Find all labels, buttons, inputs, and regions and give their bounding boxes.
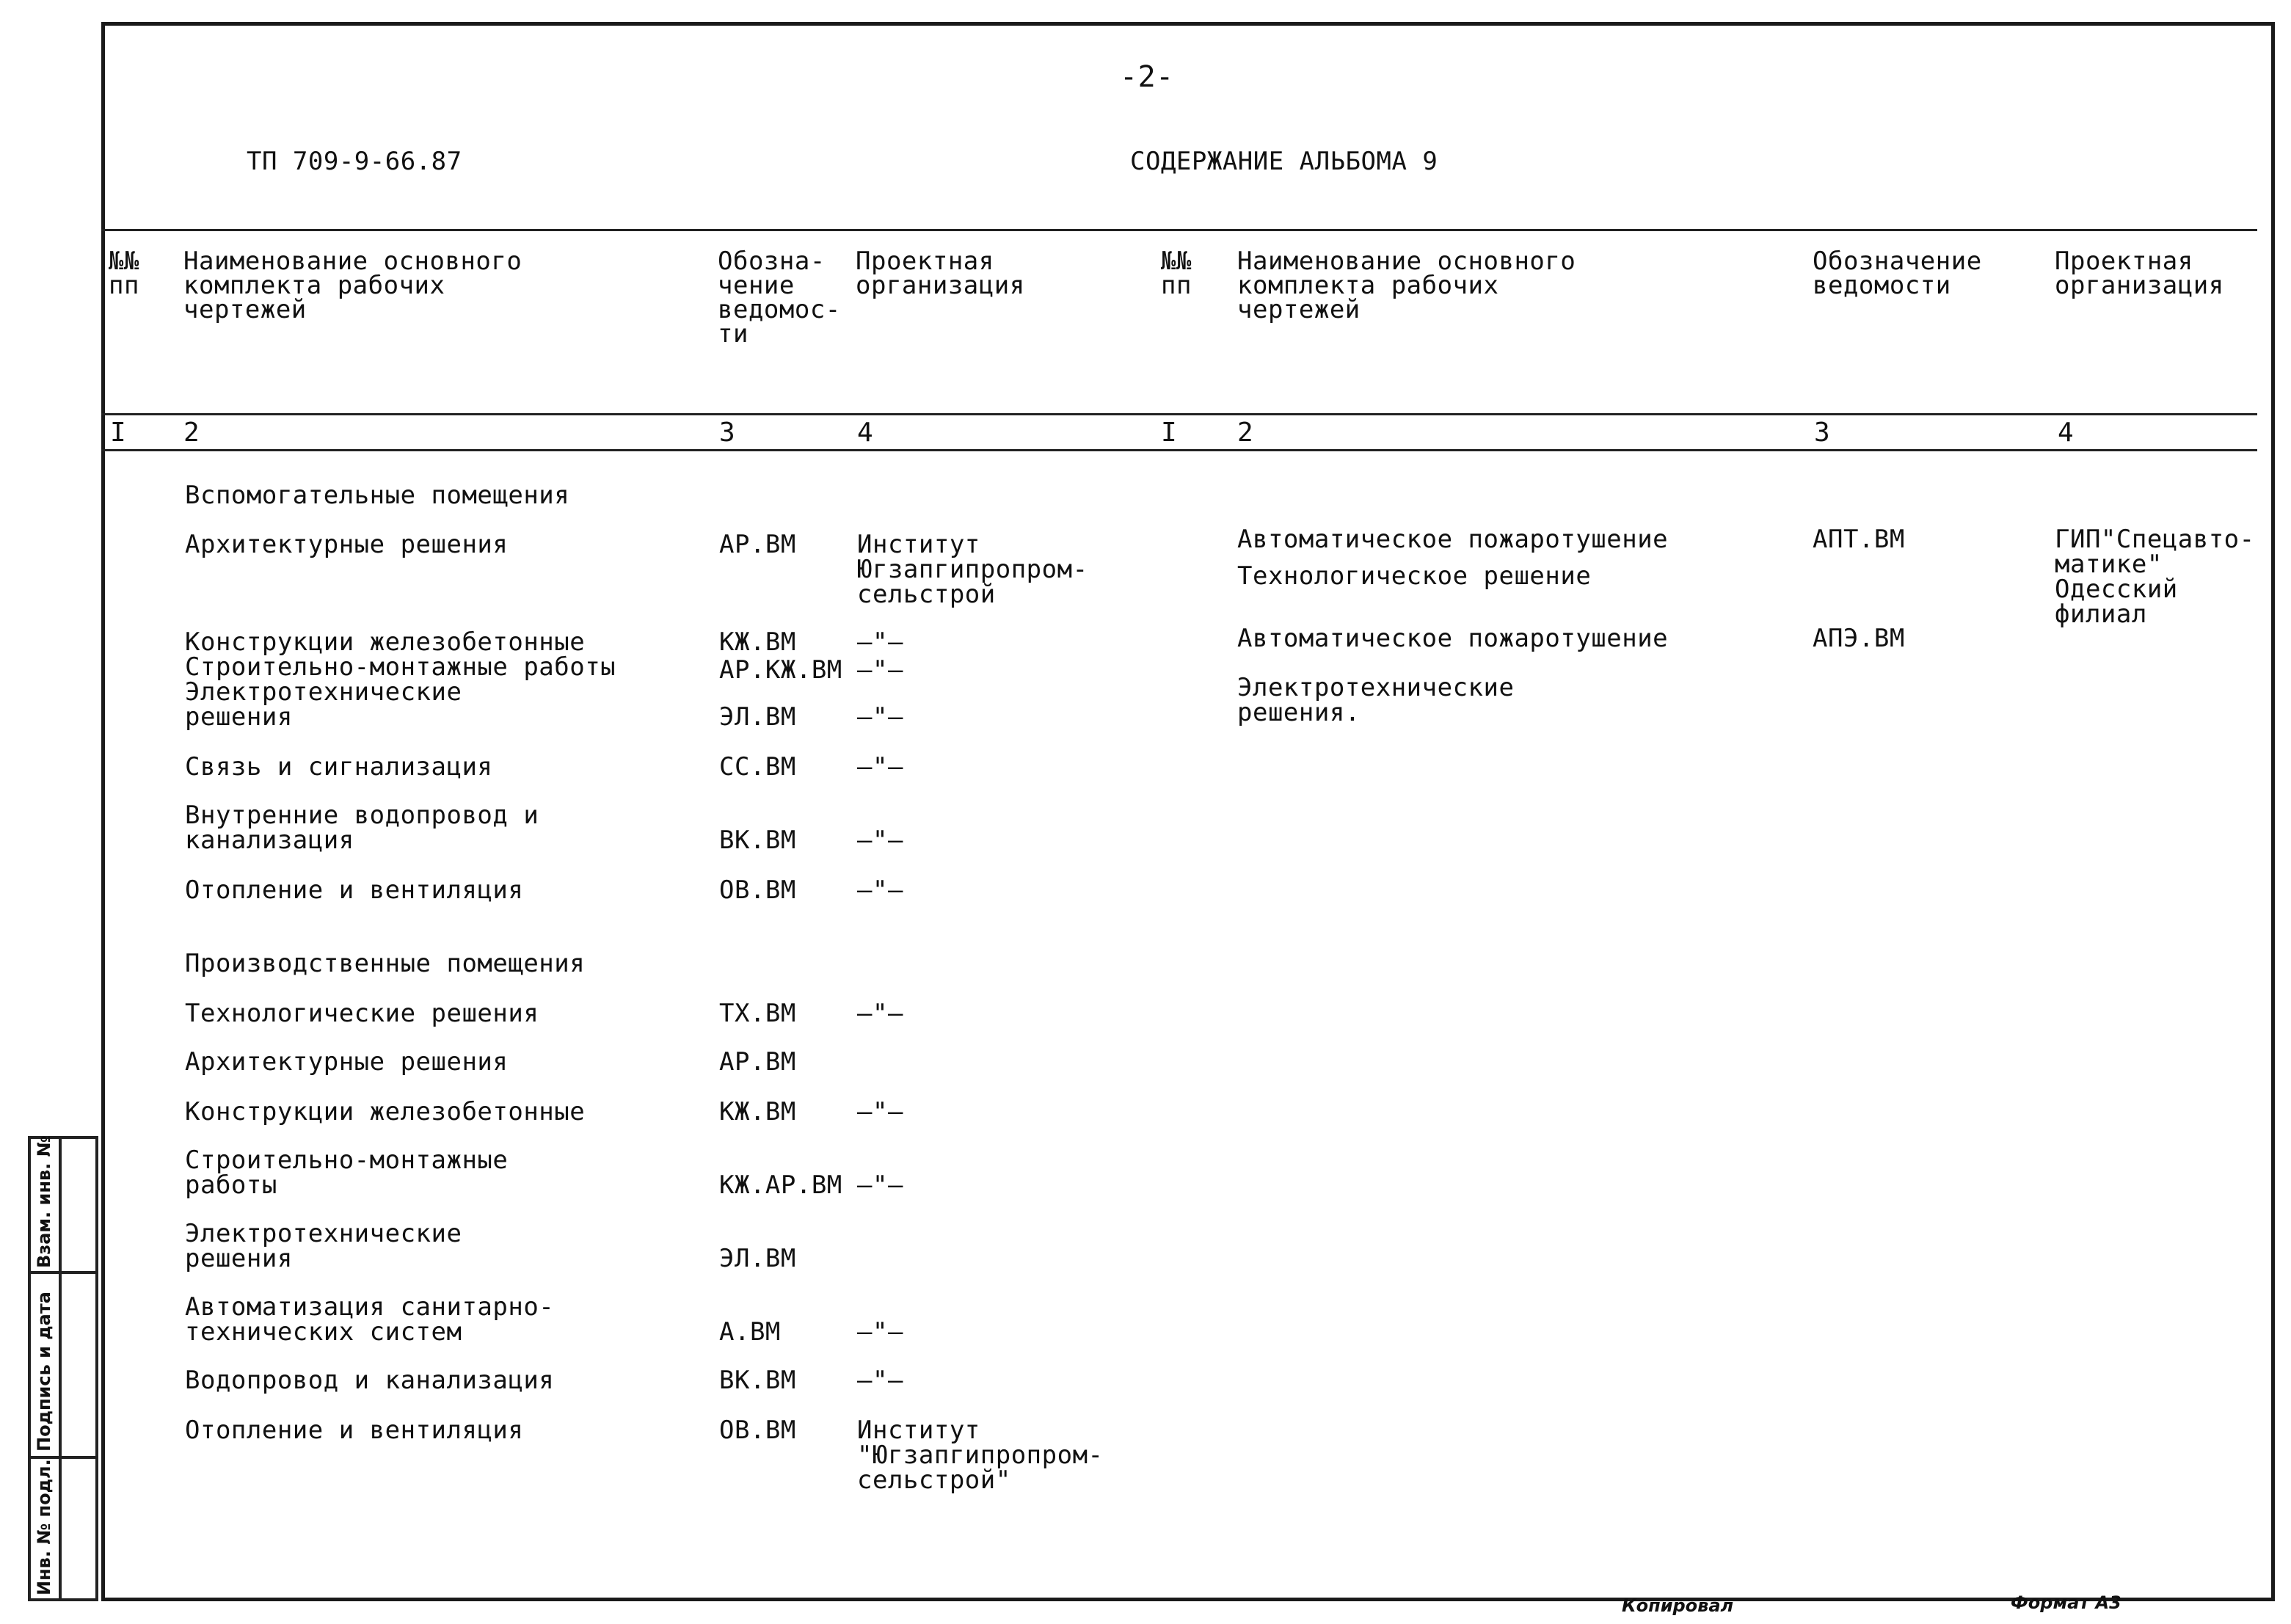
row-name: Отопление и вентиляция [185, 1416, 524, 1445]
row-code: АР.ВМ [719, 530, 796, 559]
col-header-name-left: Наименование основного комплекта рабочих чертежей [183, 247, 522, 324]
col-number-1-right: I [1161, 418, 1178, 448]
row-code: ОВ.ВМ [719, 1416, 796, 1445]
row-org: Институт Югзапгипропром- сельстрой [857, 530, 1088, 609]
footer-format-label: Формат А3 [2011, 1592, 2121, 1613]
row-code: ОВ.ВМ [719, 875, 796, 905]
row-code: КЖ.АР.ВМ [719, 1170, 842, 1200]
row-code: КЖ.ВМ [719, 1097, 796, 1126]
col-header-org-right: Проектная организация [2055, 247, 2224, 300]
col-number-3-right: 3 [1814, 418, 1831, 448]
row-name: Водопровод и канализация [185, 1366, 555, 1395]
col-header-designation-right: Обозначение ведомости [1813, 247, 1982, 300]
row-code: ВК.ВМ [719, 826, 796, 855]
row-org: –"– [857, 999, 903, 1028]
col-header-no-right: №№ пп [1161, 247, 1192, 300]
col-number-1-left: I [110, 418, 127, 448]
header-bottom-rule [101, 413, 2257, 415]
row-code: ТХ.ВМ [719, 999, 796, 1028]
document-code: ТП 709-9-66.87 [247, 147, 462, 176]
number-row-rule [101, 449, 2257, 451]
row-org: –"– [857, 1317, 903, 1347]
row-name: Автоматическое пожаротушение [1237, 525, 1669, 554]
row-name: Отопление и вентиляция [185, 875, 524, 905]
row-code: АР.ВМ [719, 1047, 796, 1077]
section-heading-auxiliary: Вспомогательные помещения [185, 481, 570, 510]
row-name: Технологические решения [185, 999, 539, 1028]
page-number: -2- [1120, 60, 1174, 94]
row-org: Институт "Югзапгипропром- сельстрой" [857, 1416, 1104, 1495]
row-name: Строительно-монтажные работы [185, 652, 616, 682]
row-name: Автоматизация санитарно- технических систем [185, 1292, 555, 1347]
col-number-2-right: 2 [1237, 418, 1254, 448]
row-org: –"– [857, 655, 903, 685]
col-header-org-left: Проектная организация [856, 247, 1025, 300]
row-code: КЖ.ВМ [719, 627, 796, 657]
row-code: А.ВМ [719, 1317, 781, 1347]
row-name: Электротехнические решения [185, 1219, 462, 1273]
row-org: –"– [857, 627, 903, 657]
col-number-3-left: 3 [719, 418, 736, 448]
col-number-4-left: 4 [857, 418, 874, 448]
row-org: –"– [857, 1097, 903, 1126]
col-header-no-left: №№ пп [109, 247, 139, 300]
row-name: Электротехнические решения. [1237, 673, 1515, 727]
col-header-designation-left: Обозна- чение ведомос- ти [718, 247, 841, 349]
row-org: –"– [857, 826, 903, 855]
col-number-4-right: 4 [2058, 418, 2075, 448]
row-name: Архитектурные решения [185, 1047, 509, 1077]
row-name: Строительно-монтажные работы [185, 1146, 509, 1200]
row-name: Электротехнические решения [185, 677, 462, 732]
row-org: –"– [857, 1170, 903, 1200]
row-code: АР.КЖ.ВМ [719, 655, 842, 685]
row-org: –"– [857, 702, 903, 732]
page-title: СОДЕРЖАНИЕ АЛЬБОМА 9 [1130, 147, 1438, 176]
stamp-label-signature-date: Подпись и дата [34, 1292, 54, 1452]
row-name: Автоматическое пожаротушение [1237, 624, 1669, 653]
row-org: –"– [857, 752, 903, 782]
col-number-2-left: 2 [183, 418, 200, 448]
col-header-name-right: Наименование основного комплекта рабочих чертежей [1237, 247, 1576, 324]
row-name: Связь и сигнализация [185, 752, 493, 782]
stamp-label-replacement-inv: Взам. инв. № [34, 1135, 54, 1268]
row-code: ВК.ВМ [719, 1366, 796, 1395]
row-code: ЭЛ.ВМ [719, 702, 796, 732]
stamp-label-original-inv: Инв. № подл. [34, 1459, 54, 1595]
row-name: Конструкции железобетонные [185, 627, 586, 657]
row-code: ЭЛ.ВМ [719, 1244, 796, 1273]
section-heading-production: Производственные помещения [185, 949, 586, 978]
stamp-divider [59, 1136, 62, 1601]
row-name: Конструкции железобетонные [185, 1097, 586, 1126]
row-name: Внутренние водопровод и канализация [185, 801, 539, 855]
row-code: АПЭ.ВМ [1813, 624, 1905, 653]
row-name: Архитектурные решения [185, 530, 509, 559]
row-org: ГИП"Спецавто- матике" Одесский филиал [2055, 525, 2255, 629]
row-code: АПТ.ВМ [1813, 525, 1905, 554]
footer-copied-label: Копировал [1622, 1595, 1734, 1616]
table-top-rule [101, 229, 2257, 231]
row-org: –"– [857, 1366, 903, 1395]
row-name: Технологическое решение [1237, 561, 1592, 591]
row-org: –"– [857, 875, 903, 905]
row-code: СС.ВМ [719, 752, 796, 782]
